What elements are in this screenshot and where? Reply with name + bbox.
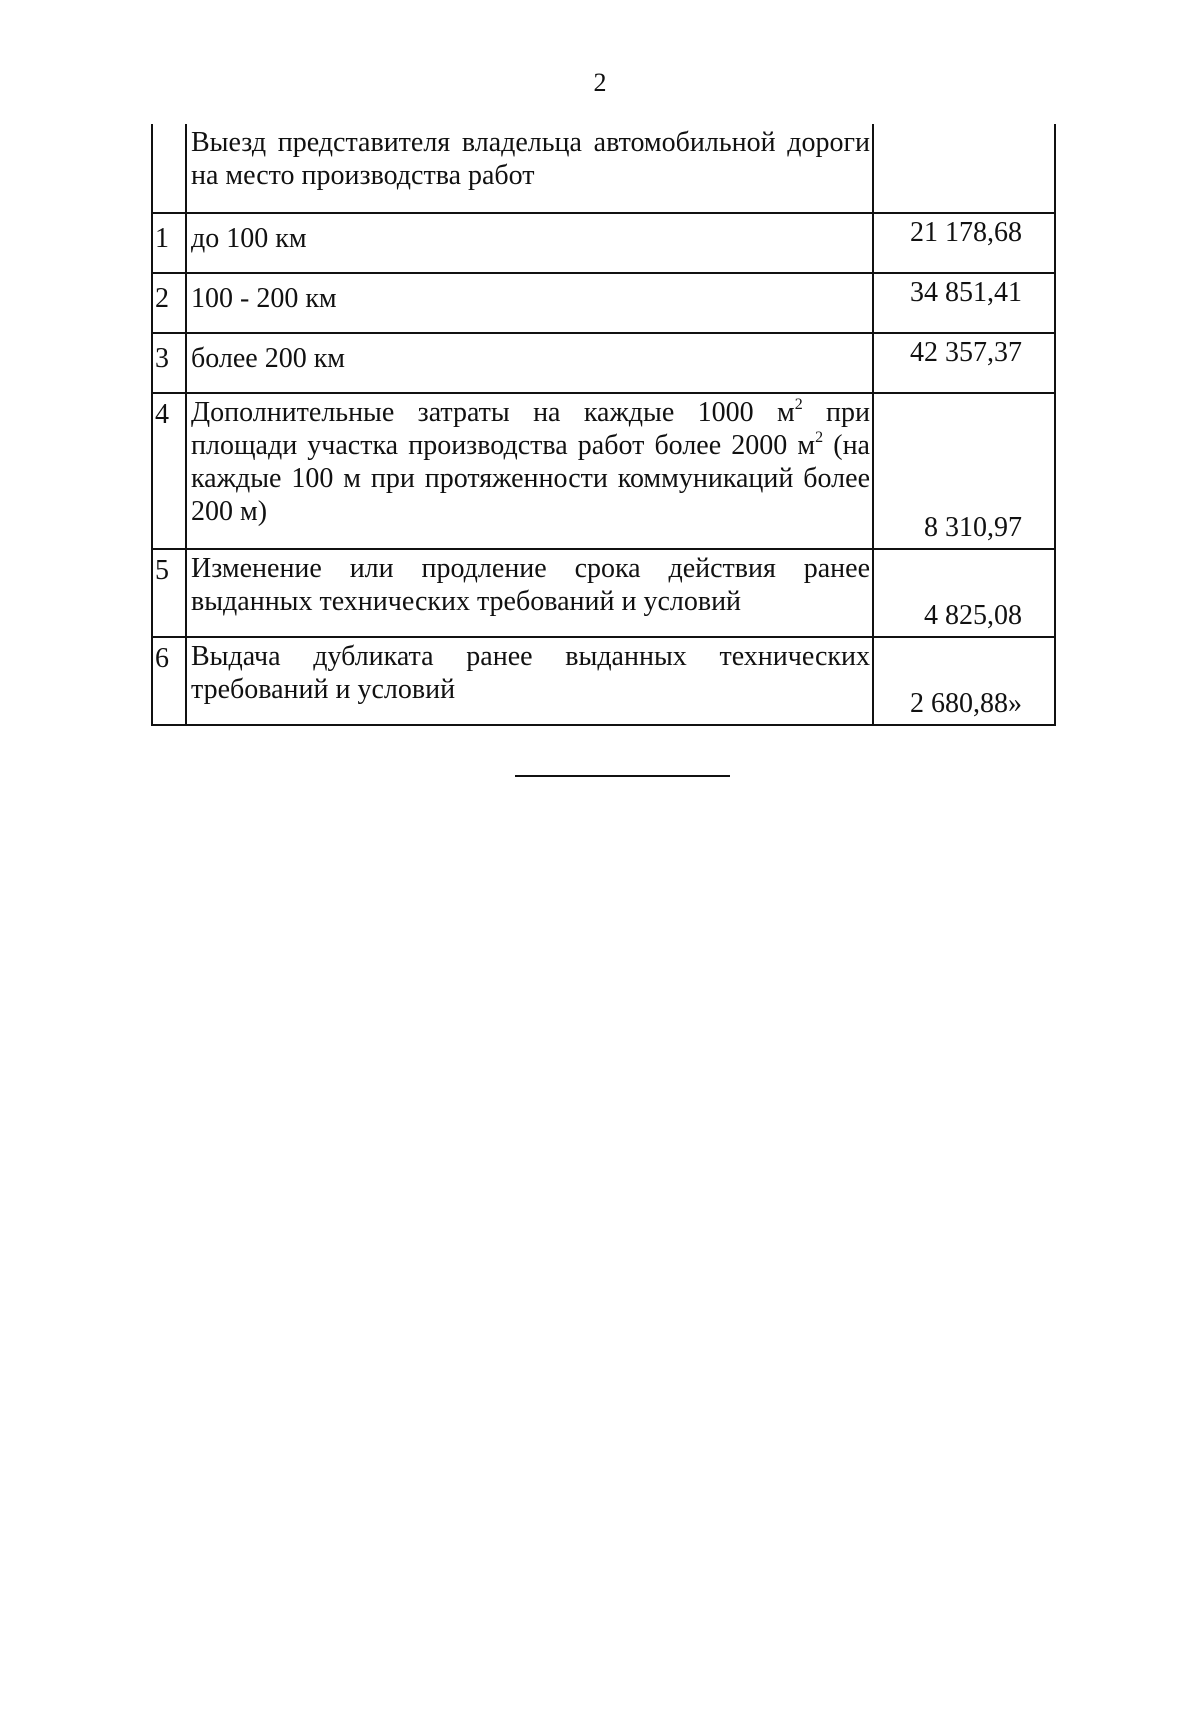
- table-row: [152, 333, 1055, 393]
- row-number: 4: [152, 393, 186, 549]
- superscript: 2: [815, 428, 824, 446]
- row-number-cell: [152, 124, 186, 213]
- row-number: 3: [152, 333, 186, 393]
- row-price: 42 357,37: [873, 333, 1055, 393]
- table-row: [152, 549, 1055, 637]
- table-row: [152, 637, 1055, 725]
- row-description-part: при площади участка производства работ более 2000 м: [191, 397, 871, 461]
- end-divider-line: [515, 775, 730, 777]
- row-description: Выдача дубликата ранее выданных технических требований и условий: [186, 637, 873, 725]
- row-number: 1: [152, 213, 186, 273]
- row-price: 34 851,41: [873, 273, 1055, 333]
- row-price: 4 825,08: [873, 549, 1055, 637]
- page-number: 2: [593, 68, 607, 97]
- table-row: [152, 273, 1055, 333]
- row-description: [186, 393, 873, 549]
- row-description: до 100 км: [186, 213, 873, 273]
- row-description: 100 - 200 км: [186, 273, 873, 333]
- row-description: Выезд представителя владельца автомобильной дороги на место производства работ: [186, 124, 873, 213]
- row-description-part: (на каждые 100 м при протяженности коммуникаций более 200 м): [191, 430, 870, 527]
- row-description-part: Дополнительные затраты на каждые 1000 м: [191, 397, 795, 428]
- table-row: [152, 213, 1055, 273]
- row-number: 2: [152, 273, 186, 333]
- row-description: более 200 км: [186, 333, 873, 393]
- row-price: 8 310,97: [873, 393, 1055, 549]
- fee-table: [151, 124, 1056, 726]
- row-description: Изменение или продление срока действия ранее выданных технических требований и условий: [186, 549, 873, 637]
- row-price: [873, 124, 1055, 213]
- row-number: 5: [152, 549, 186, 637]
- row-price: 2 680,88»: [873, 637, 1055, 725]
- row-price: 21 178,68: [873, 213, 1055, 273]
- table-row-header: [152, 124, 1055, 213]
- table-row: [152, 393, 1055, 549]
- row-number: 6: [152, 637, 186, 725]
- superscript: 2: [794, 395, 803, 413]
